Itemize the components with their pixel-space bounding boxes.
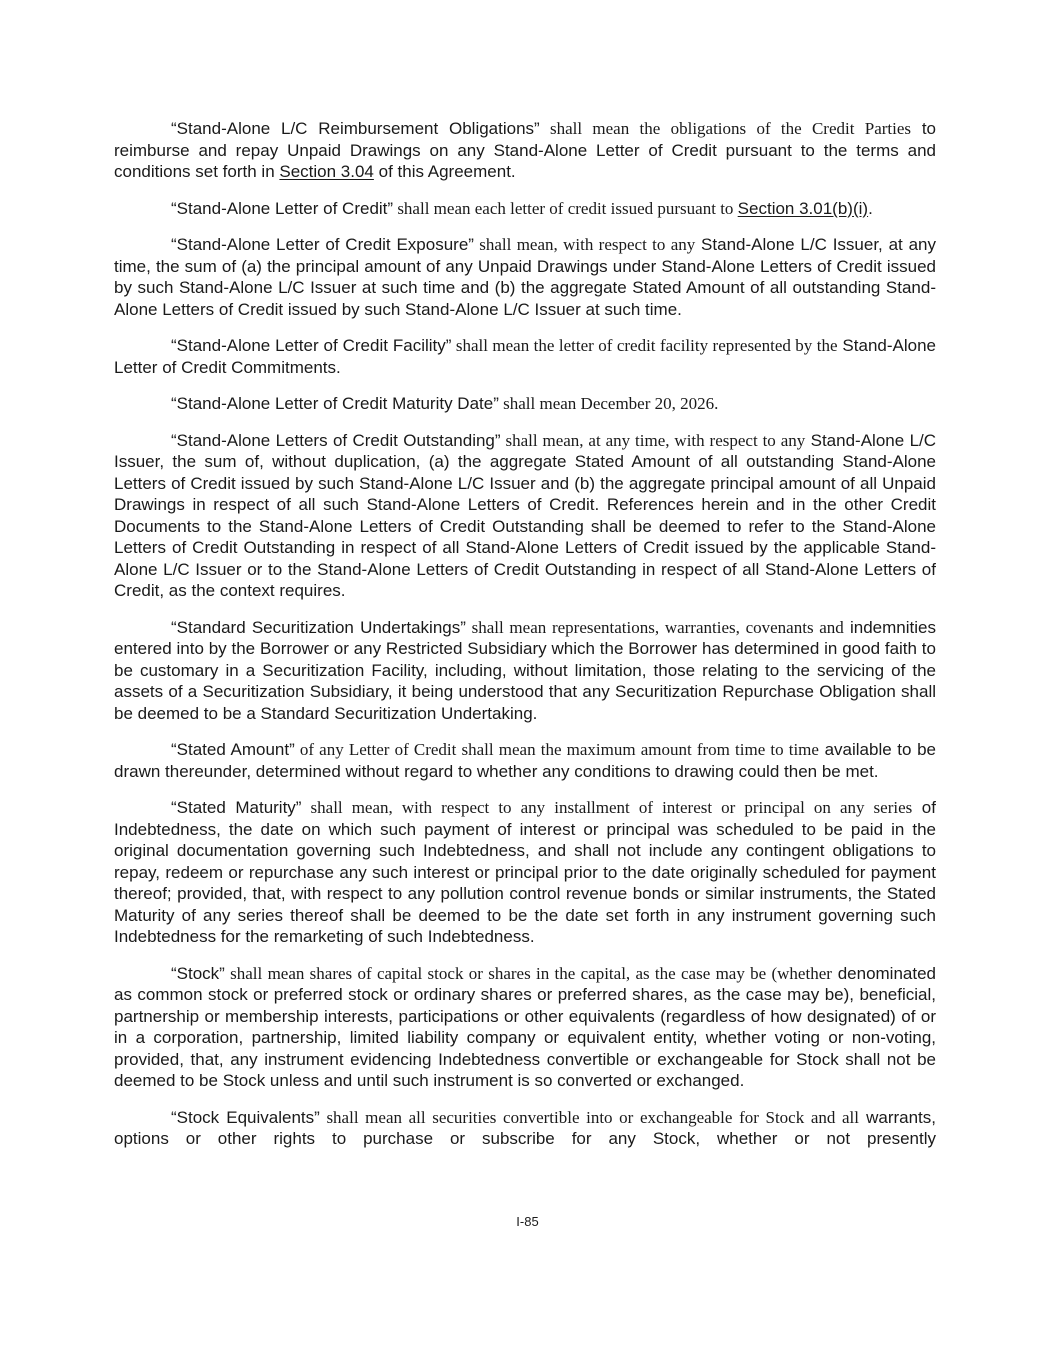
paragraph-text: Stand-Alone L/C Issuer, at any time, the sum of (a) the principal amount of any Unpaid Drawings under Stand-Alone Letters of Credit issued by such Stand-Alone L/C Issuer at such time and (b) the aggregate Stated Amount of all outstanding Stand-Alone Letters of Credit issued by such Stand-Alone L/C Issuer at such time. bbox=[114, 235, 936, 319]
paragraph-text: shall mean, at any time, with respect to any bbox=[500, 430, 806, 450]
definition-paragraph-stand-alone-letter-of-credit-maturity-date bbox=[114, 393, 936, 415]
paragraph-text: indemnities entered into by the Borrower or any Restricted Subsidiary which the Borrower has determined in good faith to be customary in a Securitization Facility, including, without limitation, those relating to the servicing of the assets of a Securitization Subsidiary, it being understood that any Securitization Repurchase Obligation shall be deemed to be a Standard Securitization Undertaking. bbox=[114, 617, 936, 723]
paragraph-text: shall mean representations, warranties, covenants and bbox=[465, 617, 844, 637]
paragraph-text: shall mean shares of capital stock or shares in the capital, as the case may be (whether bbox=[224, 963, 832, 983]
paragraph-text: shall mean the obligations of the Credit Parties bbox=[539, 119, 912, 138]
defined-term: “Stand-Alone Letter of Credit” bbox=[171, 198, 394, 218]
paragraph-text: of any Letter of Credit shall mean the maximum amount from time to time bbox=[294, 740, 819, 759]
paragraph-text: Stand-Alone Letter of Credit Commitments. bbox=[114, 336, 936, 377]
defined-term: “Stock” bbox=[171, 963, 225, 983]
paragraph-text: shall mean all securities convertible into or exchangeable for Stock and all bbox=[319, 1107, 859, 1127]
definition-paragraph-stated-maturity bbox=[114, 797, 936, 948]
paragraph-text: shall mean each letter of credit issued pursuant to bbox=[393, 198, 738, 218]
defined-term: “Stock Equivalents” bbox=[171, 1107, 320, 1127]
defined-term: “Stand-Alone L/C Reimbursement Obligations” bbox=[171, 119, 540, 138]
paragraph-text: denominated as common stock or preferred stock or ordinary shares or preferred shares, as the case may be), beneficial, partnership or membership interests, participations or other equivalents (regardless of how designated) of or in a corporation, partnership, limited liability company or equivalent entity, whether voting or non-voting, provided, that, any instrument evidencing Indebtedness convertible or exchangeable for Stock shall not be deemed to be Stock unless and until such instrument is so converted or exchanged. bbox=[114, 963, 936, 1090]
defined-term: “Stated Amount” bbox=[171, 740, 295, 759]
paragraph-text: warrants, options or other rights to purchase or subscribe for any Stock, whether or not presently bbox=[114, 1107, 936, 1148]
paragraph-text: available to be drawn thereunder, determined without regard to whether any conditions to drawing could then be met. bbox=[114, 740, 936, 781]
defined-term: “Stand-Alone Letter of Credit Maturity Date” bbox=[171, 394, 499, 413]
definition-paragraph-stock bbox=[114, 963, 936, 1092]
definition-paragraph-stand-alone-letter-of-credit-facility bbox=[114, 335, 936, 378]
paragraph-text: shall mean December 20, 2026. bbox=[498, 394, 719, 413]
document-body bbox=[114, 118, 936, 1165]
defined-term: “Stated Maturity” bbox=[171, 798, 302, 817]
paragraph-text: shall mean, with respect to any bbox=[473, 235, 696, 254]
definition-paragraph-stand-alone-letters-of-credit-outstanding bbox=[114, 430, 936, 602]
section-reference: Section 3.01(b)(i) bbox=[737, 198, 869, 218]
paragraph-text: . bbox=[868, 198, 873, 218]
definition-paragraph-stated-amount bbox=[114, 739, 936, 782]
defined-term: “Standard Securitization Undertakings” bbox=[171, 617, 466, 637]
defined-term: “Stand-Alone Letter of Credit Facility” bbox=[171, 336, 452, 355]
definition-paragraph-stand-alone-lc-reimbursement-obligations bbox=[114, 118, 936, 183]
page-number: I-85 bbox=[516, 1214, 539, 1229]
definition-paragraph-stand-alone-letter-of-credit bbox=[114, 198, 936, 220]
paragraph-text: of this Agreement. bbox=[373, 162, 516, 181]
paragraph-text: of Indebtedness, the date on which such payment of interest or principal was scheduled to be paid in the original documentation governing such Indebtedness, and shall not include any contingent obligations to repay, redeem or repurchase any such interest or principal prior to the date originally scheduled for payment thereof; provided, that, with respect to any pollution control revenue bonds or similar instruments, the Stated Maturity of any series thereof shall be deemed to be the date set forth in any instrument governing such Indebtedness for the remarketing of such Indebtedness. bbox=[114, 798, 936, 946]
paragraph-text: shall mean, with respect to any installment of interest or principal on any series bbox=[301, 798, 913, 817]
definition-paragraph-stock-equivalents bbox=[114, 1107, 936, 1150]
definition-paragraph-stand-alone-letter-of-credit-exposure bbox=[114, 234, 936, 320]
paragraph-text: shall mean the letter of credit facility represented by the bbox=[451, 336, 838, 355]
defined-term: “Stand-Alone Letters of Credit Outstanding” bbox=[171, 430, 501, 450]
definition-paragraph-standard-securitization-undertakings bbox=[114, 617, 936, 725]
paragraph-text: to reimburse and repay Unpaid Drawings on any Stand-Alone Letter of Credit pursuant to the terms and conditions set forth in bbox=[114, 119, 936, 181]
paragraph-text: Stand-Alone L/C Issuer, the sum of, without duplication, (a) the aggregate Stated Amount of all outstanding Stand-Alone Letters of Credit issued by such Stand-Alone L/C Issuer and (b) the aggregate principal amount of all Unpaid Drawings in respect of all such Stand-Alone Letters of Credit. References herein and in the other Credit Documents to the Stand-Alone Letters of Credit Outstanding shall be deemed to refer to the Stand-Alone Letters of Credit Outstanding in respect of all Stand-Alone Letters of Credit issued by the applicable Stand-Alone L/C Issuer or to the Stand-Alone Letters of Credit Outstanding in respect of all Stand-Alone Letters of Credit, as the context requires. bbox=[114, 430, 937, 600]
defined-term: “Stand-Alone Letter of Credit Exposure” bbox=[171, 235, 474, 254]
section-reference: Section 3.04 bbox=[279, 162, 374, 181]
